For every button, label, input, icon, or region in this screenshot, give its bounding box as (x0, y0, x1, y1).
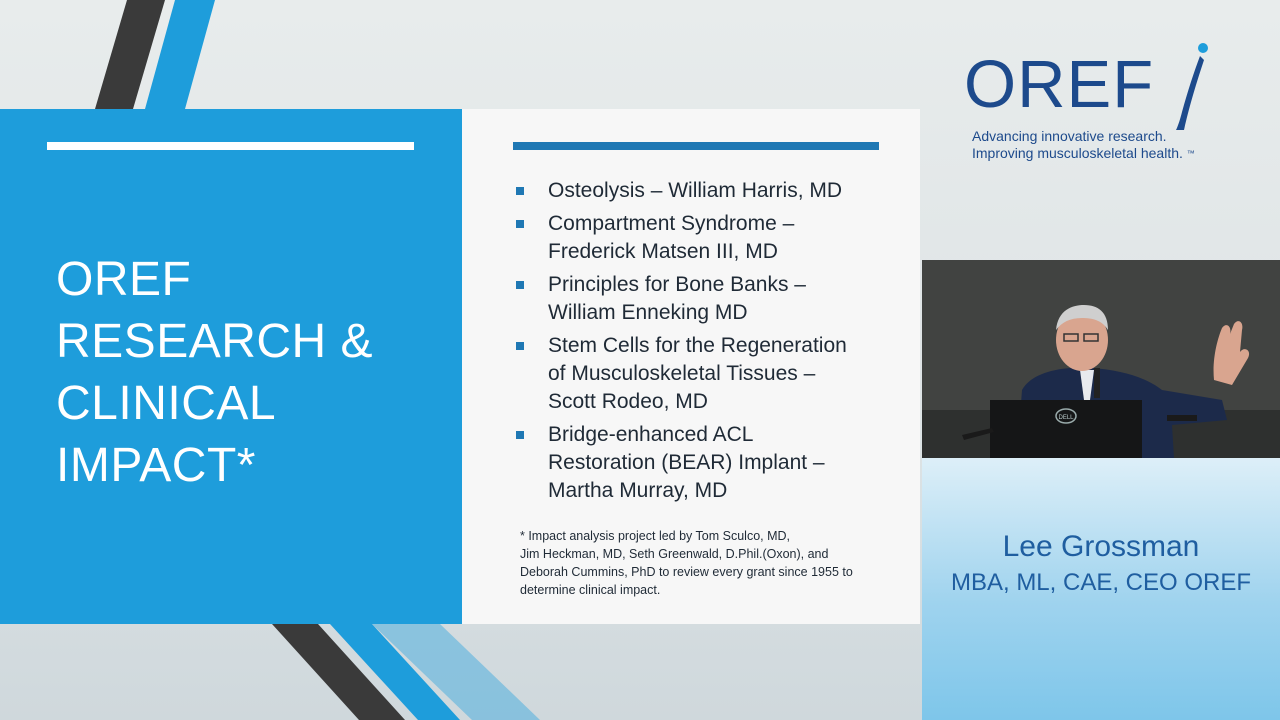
oref-logo (962, 42, 1222, 167)
slide-footnote: * Impact analysis project led by Tom Sculco, MD, Jim Heckman, MD, Seth Greenwald, D.Phil.(Oxon), and Deborah Cummins, PhD to review every grant since 1955 to determine clinical impact. (520, 529, 853, 597)
content-divider (513, 142, 879, 150)
slide-title-panel (0, 109, 462, 624)
bullet-item: Stem Cells for the Regeneration of Musculoskeletal Tissues – Scott Rodeo, MD (516, 332, 896, 416)
logo-figure-icon (1170, 42, 1210, 132)
bullet-list (516, 177, 896, 510)
slide-title-line: OREF (56, 253, 192, 306)
logo-tagline: Advancing innovative research. Improving musculoskeletal health. ™ (972, 128, 1195, 161)
bullet-square-icon (516, 281, 524, 289)
speaker-credentials: MBA, ML, CAE, CEO OREF (950, 569, 1252, 596)
slide-title-line: RESEARCH & (56, 315, 374, 368)
laptop-brand-label: DELL (1058, 415, 1074, 421)
bullet-square-icon (516, 187, 524, 195)
bullet-item: Principles for Bone Banks – William Enneking MD (516, 271, 896, 327)
title-divider (47, 142, 414, 150)
speaker-caption (922, 458, 1280, 720)
bullet-square-icon (516, 431, 524, 439)
logo-wordmark: OREF (964, 47, 1155, 122)
speaker-video-image (922, 260, 1280, 458)
slide-title-line: CLINICAL (56, 377, 277, 430)
slide-title-line: IMPACT* (56, 439, 256, 492)
bullet-square-icon (516, 220, 524, 228)
bullet-item: Osteolysis – William Harris, MD (516, 177, 896, 205)
speaker-name: Lee Grossman (1002, 530, 1200, 563)
bullet-square-icon (516, 342, 524, 350)
bullet-item: Bridge-enhanced ACL Restoration (BEAR) Implant – Martha Murray, MD (516, 421, 896, 505)
slide-content-panel (462, 109, 920, 624)
presentation-slide (0, 109, 920, 624)
speaker-video-feed (922, 260, 1280, 458)
bullet-item: Compartment Syndrome – Frederick Matsen III, MD (516, 210, 896, 266)
slide-title (56, 249, 456, 497)
